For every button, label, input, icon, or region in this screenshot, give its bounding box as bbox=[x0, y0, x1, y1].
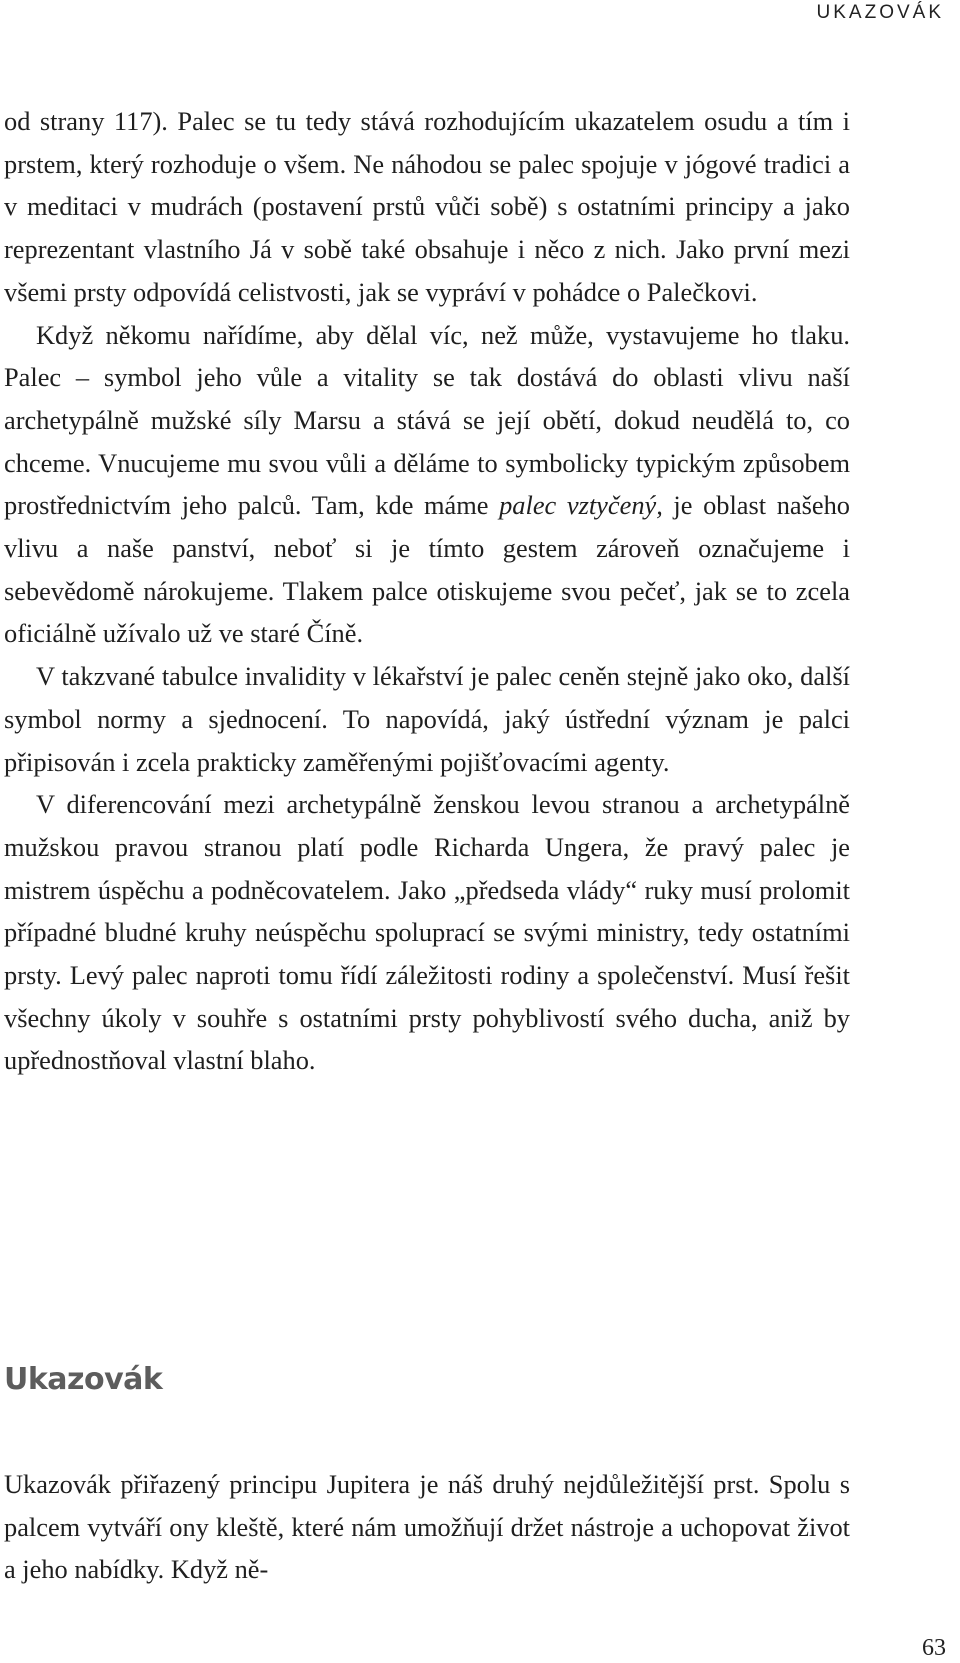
section-text bbox=[4, 1463, 850, 1591]
paragraph-2-start: Když někomu nařídíme, aby dělal víc, než může, vystavujeme ho tlaku. Palec – symbol jeho vůle a vitality se tak dostává do oblasti vlivu naší archetypálně mužské síly Marsu a stává se její obětí, dokud neudělá to, co chceme. Vnucujeme mu svou vůli a děláme to symbolicky typickým způsobem prostřednictvím jeho palců. Tam, kde máme bbox=[4, 319, 850, 521]
section-heading: Ukazovák bbox=[4, 1362, 163, 1397]
italic-phrase: palec vztyčený, bbox=[499, 490, 663, 521]
running-header: UKAZOVÁK bbox=[816, 2, 944, 23]
paragraph-1: od strany 117). Palec se tu tedy stává rozhodujícím ukazatelem osudu a tím i prstem, který rozhoduje o všem. Ne náhodou se palec spojuje v jógové tradici a v meditaci v mudrách (postavení prstů vůči sobě) s ostatními principy a jako reprezentant vlastního Já v sobě také obsahuje i něco z nich. Jako první mezi všemi prsty odpovídá celistvosti, jak se vypráví v pohádce o Palečkovi. bbox=[4, 106, 850, 307]
paragraph-2-end: je oblast našeho vlivu a naše panství, neboť si je tímto gestem zároveň označujeme i sebevědomě nárokujeme. Tlakem palce otiskujeme svou pečeť, jak se to zcela oficiálně užívalo už ve staré Číně. bbox=[4, 490, 850, 649]
body-text bbox=[4, 100, 850, 1082]
paragraph-3: V takzvané tabulce invalidity v lékařství je palec ceněn stejně jako oko, další symbol normy a sjednocení. To napovídá, jaký ústřední význam je palci připisován i zcela prakticky zaměřenými pojišťovacími agenty. bbox=[4, 661, 850, 777]
page-number: 63 bbox=[922, 1635, 946, 1661]
paragraph-2 bbox=[4, 314, 850, 656]
paragraph-4: V diferencování mezi archetypálně ženskou levou stranou a archetypálně mužskou pravou stranou platí podle Richarda Ungera, že pravý palec je mistrem úspěchu a podněcovatelem. Jako „předseda vlády“ ruky musí prolomit případné bludné kruhy neúspěchu spoluprací se svými ministry, tedy ostatními prsty. Levý palec naproti tomu řídí záležitosti rodiny a společenství. Musí řešit všechny úkoly v souhře s ostatními prsty pohyblivostí svého ducha, aniž by upřednostňoval vlastní blaho. bbox=[4, 789, 850, 1076]
section-paragraph-1: Ukazovák přiřazený principu Jupitera je náš druhý nejdůležitější prst. Spolu s palcem vytváří ony kleště, které nám umožňují držet nástroje a uchopovat život a jeho nabídky. Když ně- bbox=[4, 1469, 850, 1585]
